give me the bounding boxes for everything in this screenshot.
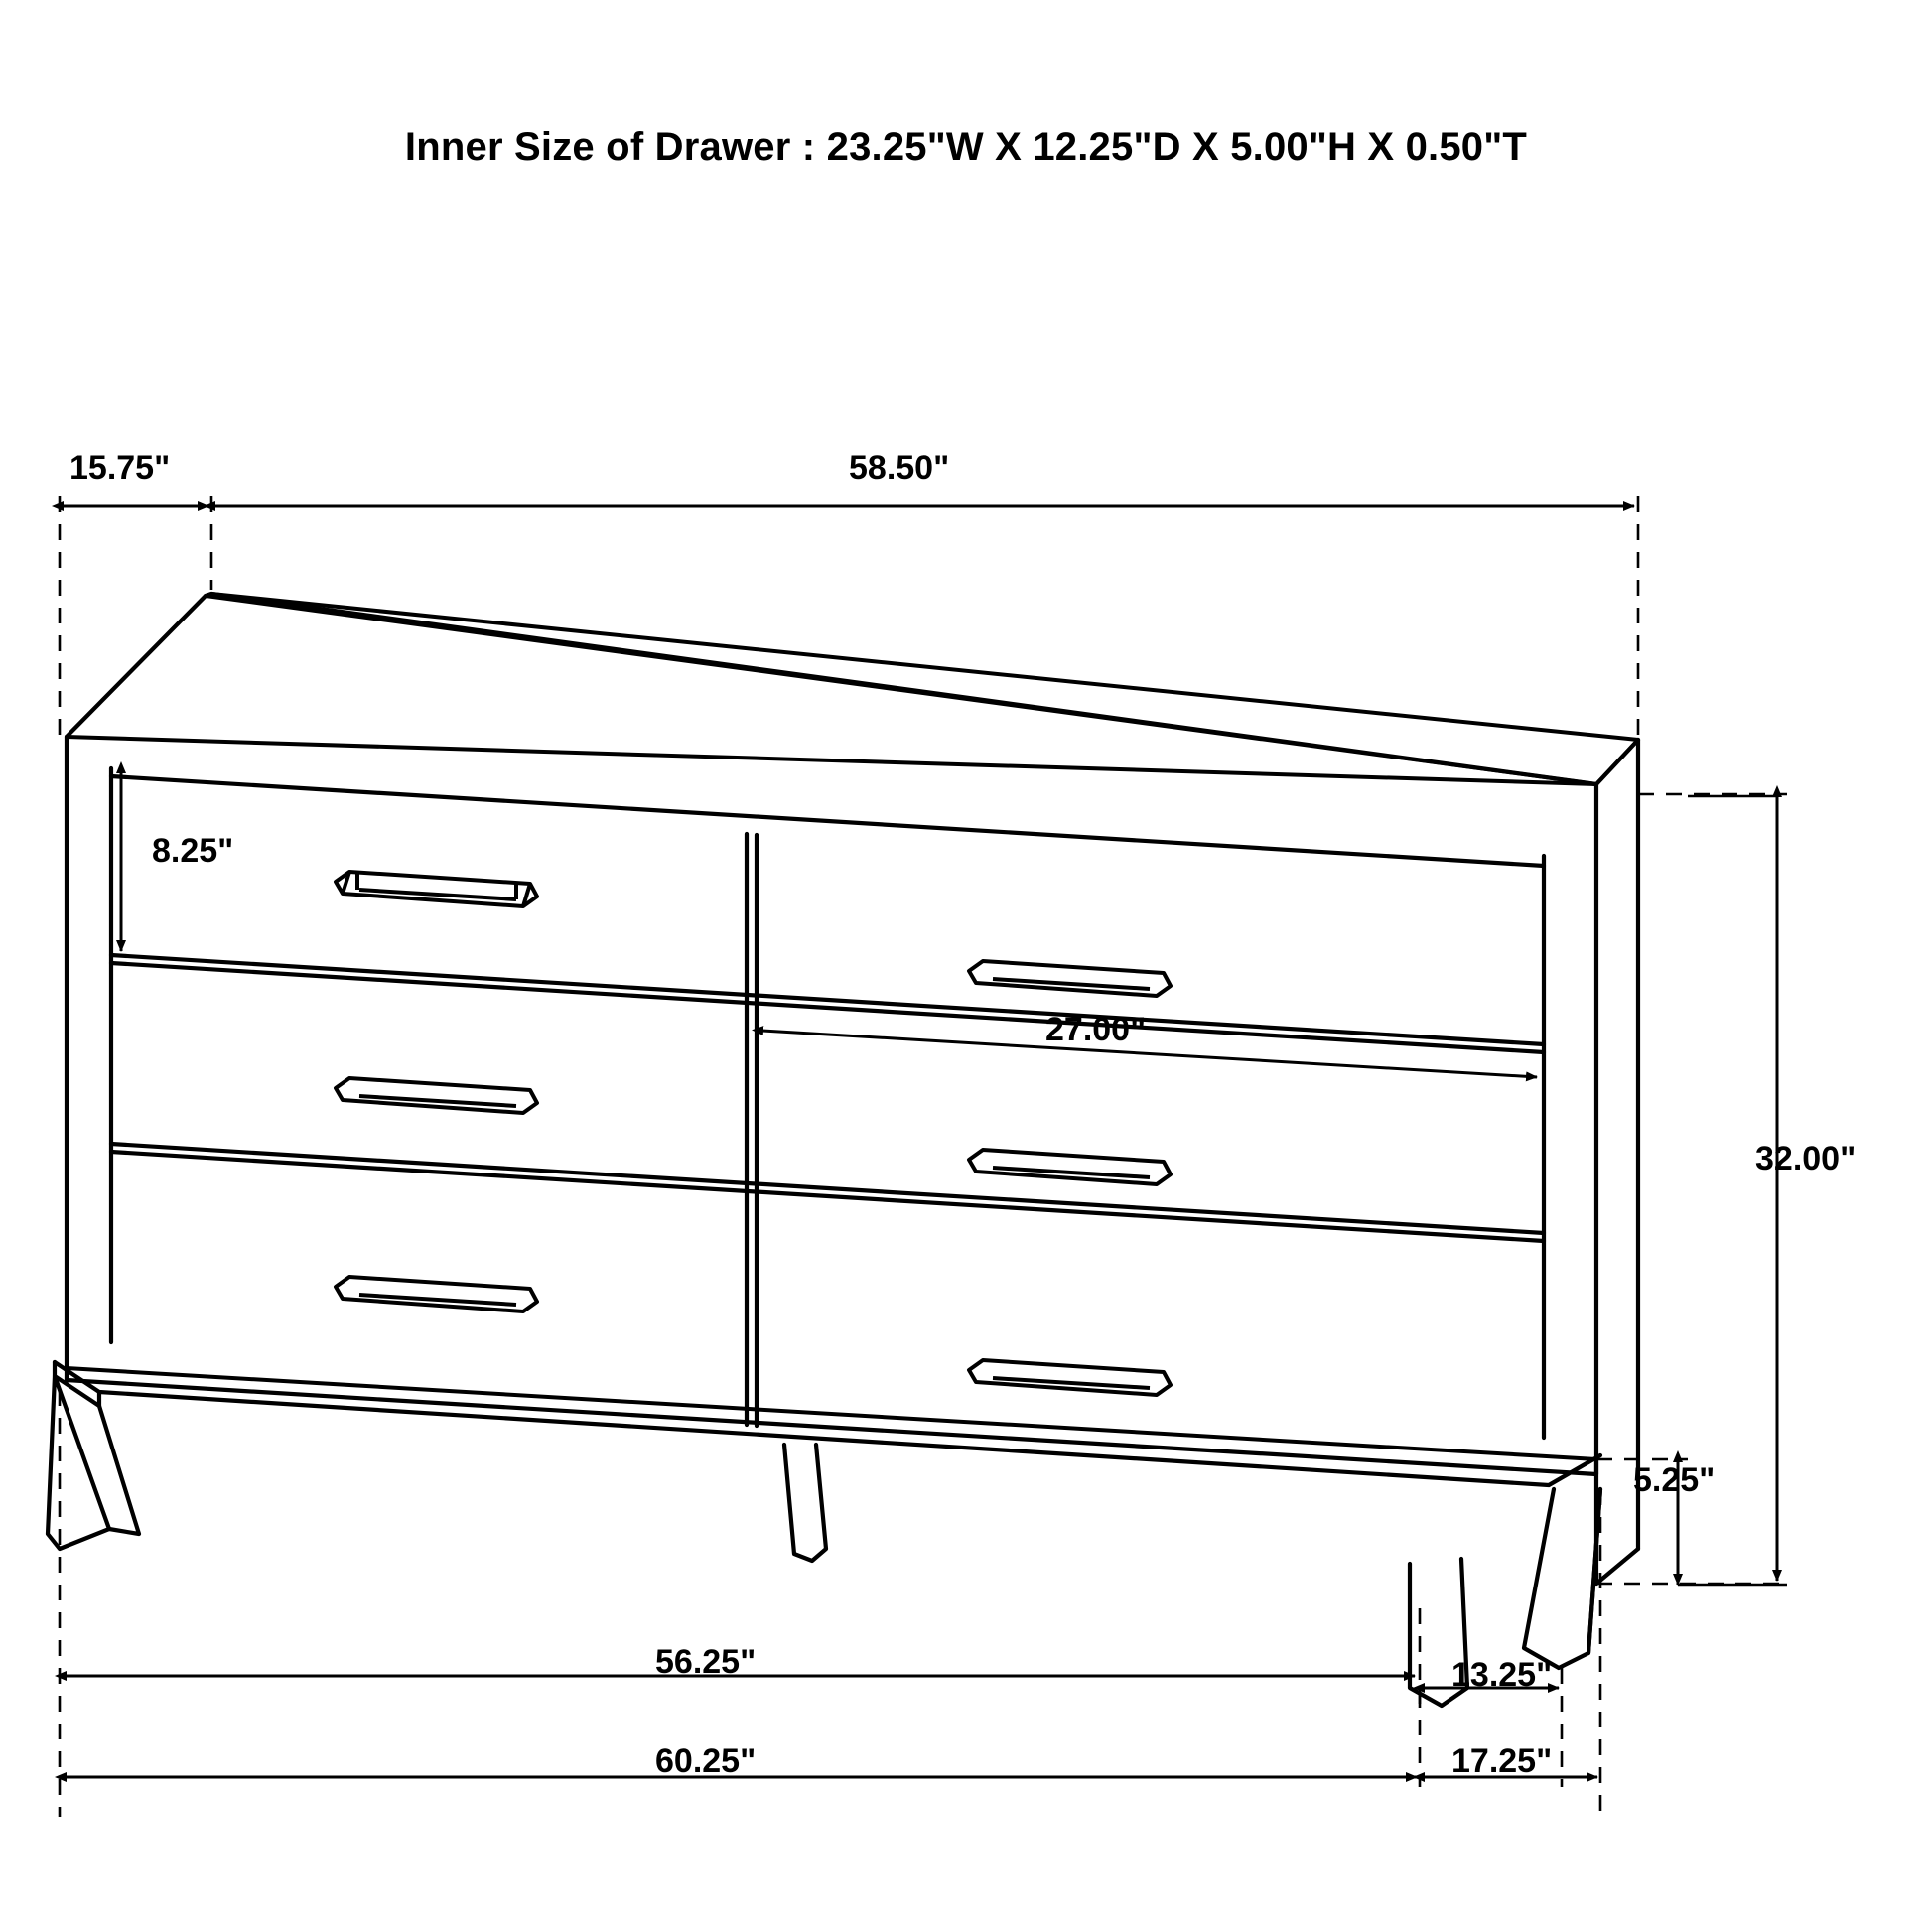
dimension-label-drawer-height: 8.25": [152, 832, 234, 870]
dimension-label-width-top: 58.50": [849, 449, 950, 486]
dimension-label-overall-depth: 17.25": [1451, 1742, 1553, 1780]
dimension-label-leg-height: 5.25": [1633, 1461, 1716, 1499]
dimension-lines: [63, 506, 1777, 1777]
drawer-handles: [336, 872, 1171, 1395]
dimension-label-case-width: 56.25": [655, 1643, 757, 1681]
page-title: Inner Size of Drawer : 23.25"W X 12.25"D X 5.00"H X 0.50"T: [404, 125, 1528, 169]
dimension-label-drawer-width: 27.00": [1045, 1011, 1147, 1048]
dimension-label-leg-span: 13.25": [1451, 1656, 1553, 1694]
dimension-label-depth-top: 15.75": [69, 449, 171, 486]
dimension-label-overall-height: 32.00": [1755, 1140, 1857, 1177]
dimension-label-overall-width: 60.25": [655, 1742, 757, 1780]
dresser-body: [48, 594, 1638, 1706]
